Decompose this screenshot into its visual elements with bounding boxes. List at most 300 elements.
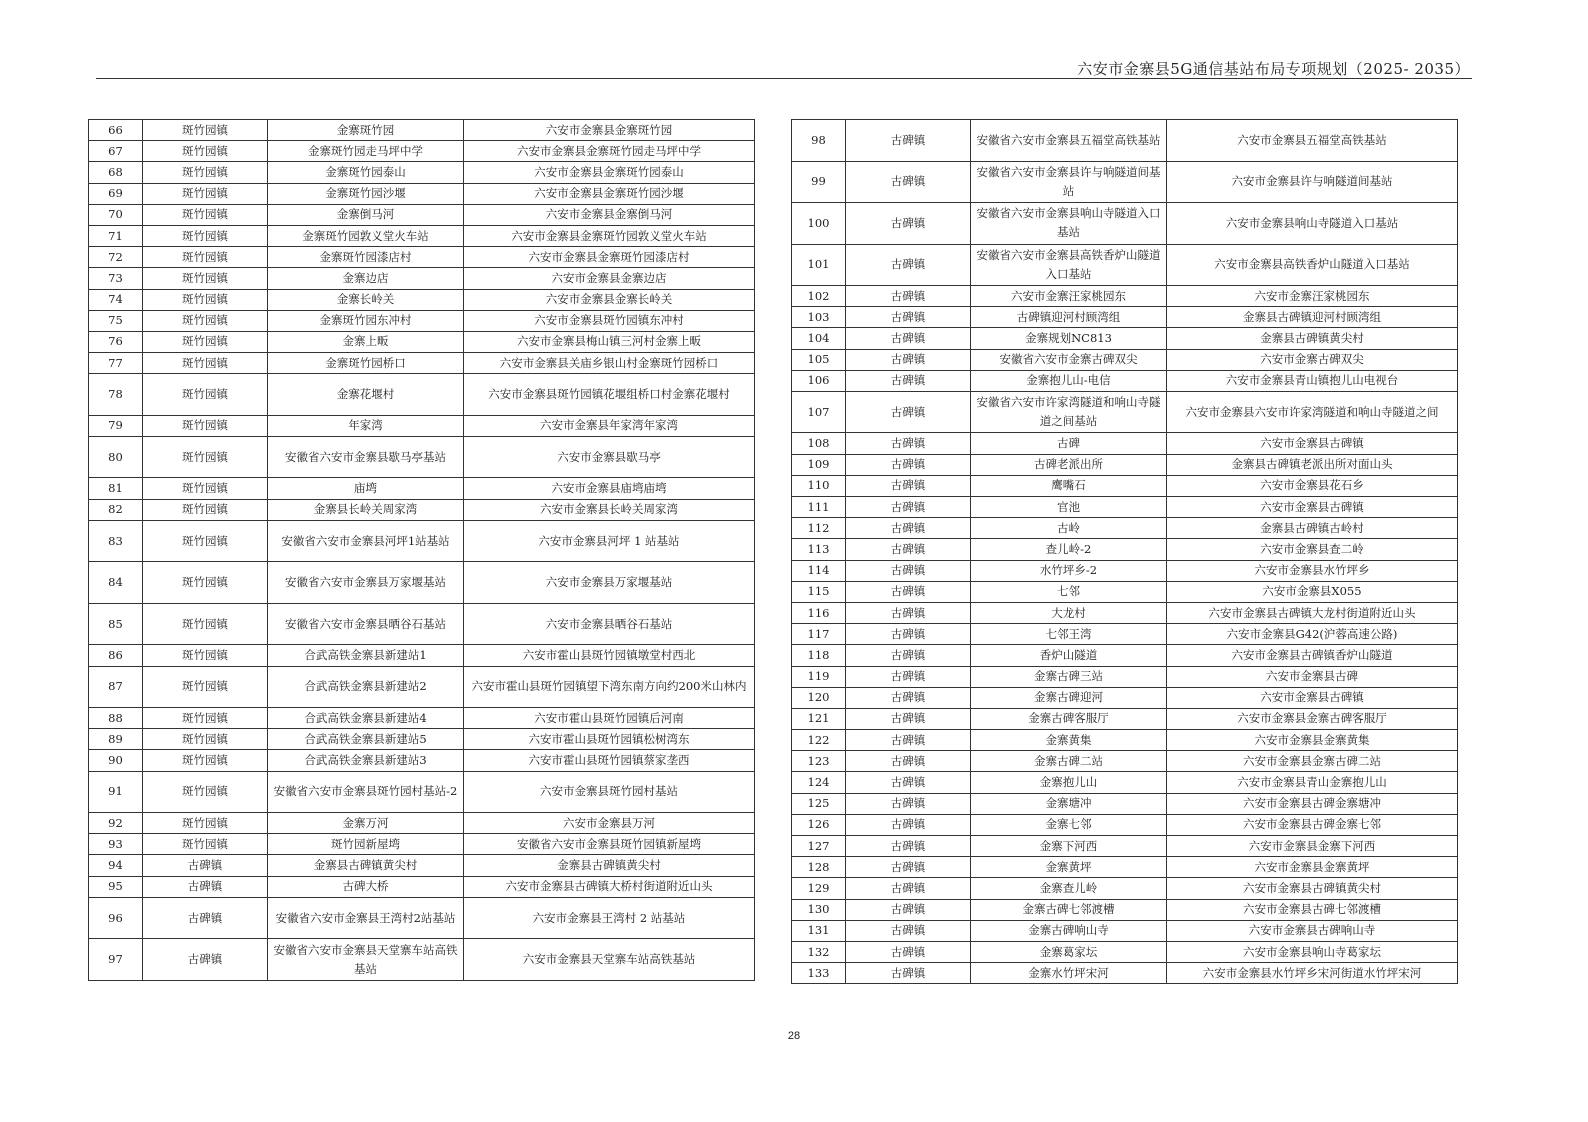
seq-cell: 127 — [792, 836, 846, 857]
address-cell: 六安市金寨县金寨斑竹园漆店村 — [464, 247, 755, 268]
station-name-cell: 安徽省六安市金寨县天堂寨车站高铁基站 — [268, 939, 464, 981]
station-name-cell: 金寨抱儿山-电信 — [971, 370, 1167, 391]
address-cell: 六安市金寨县晒谷石基站 — [464, 603, 755, 645]
station-name-cell: 年家湾 — [268, 415, 464, 436]
town-cell: 古碑镇 — [846, 560, 971, 581]
address-cell: 六安市金寨县古碑七邻渡槽 — [1167, 899, 1458, 920]
town-cell: 斑竹园镇 — [143, 562, 268, 604]
table-row — [792, 475, 1458, 496]
table-row — [89, 268, 755, 289]
station-name-cell: 金寨水竹坪宋河 — [971, 963, 1167, 984]
table-row — [792, 878, 1458, 899]
station-name-cell: 七邻王湾 — [971, 624, 1167, 645]
station-name-cell: 香炉山隧道 — [971, 645, 1167, 666]
table-row — [792, 645, 1458, 666]
table-row — [89, 876, 755, 897]
seq-cell: 107 — [792, 391, 846, 433]
table-row — [792, 751, 1458, 772]
town-cell: 斑竹园镇 — [143, 729, 268, 750]
station-name-cell: 大龙村 — [971, 602, 1167, 623]
seq-cell: 131 — [792, 920, 846, 941]
address-cell: 六安市金寨县长岭关周家湾 — [464, 499, 755, 520]
table-row — [792, 307, 1458, 328]
town-cell: 古碑镇 — [846, 624, 971, 645]
right-station-table — [791, 119, 1458, 984]
town-cell: 古碑镇 — [846, 920, 971, 941]
station-name-cell: 鹰嘴石 — [971, 475, 1167, 496]
town-cell: 斑竹园镇 — [143, 289, 268, 310]
seq-cell: 101 — [792, 244, 846, 286]
table-row — [792, 899, 1458, 920]
town-cell: 古碑镇 — [846, 751, 971, 772]
station-name-cell: 七邻 — [971, 581, 1167, 602]
address-cell: 六安市金寨县青山金寨抱儿山 — [1167, 772, 1458, 793]
table-row — [89, 813, 755, 834]
town-cell: 斑竹园镇 — [143, 436, 268, 478]
seq-cell: 89 — [89, 729, 143, 750]
town-cell: 斑竹园镇 — [143, 162, 268, 183]
town-cell: 斑竹园镇 — [143, 183, 268, 204]
left-table-body — [89, 120, 755, 981]
town-cell: 斑竹园镇 — [143, 666, 268, 708]
address-cell: 六安市金寨县古碑镇大桥村街道附近山头 — [464, 876, 755, 897]
seq-cell: 129 — [792, 878, 846, 899]
address-cell: 六安市金寨县六安市许家湾隧道和响山寺隧道之间 — [1167, 391, 1458, 433]
station-name-cell: 金寨古碑响山寺 — [971, 920, 1167, 941]
town-cell: 古碑镇 — [846, 963, 971, 984]
station-name-cell: 合武高铁金寨县新建站5 — [268, 729, 464, 750]
table-row — [792, 518, 1458, 539]
table-row — [792, 963, 1458, 984]
station-name-cell: 安徽省六安市金寨县王湾村2站基站 — [268, 897, 464, 939]
town-cell: 斑竹园镇 — [143, 645, 268, 666]
seq-cell: 103 — [792, 307, 846, 328]
seq-cell: 102 — [792, 286, 846, 307]
seq-cell: 111 — [792, 497, 846, 518]
station-name-cell: 金寨古碑三站 — [971, 666, 1167, 687]
address-cell: 六安市金寨县查二岭 — [1167, 539, 1458, 560]
table-row — [792, 687, 1458, 708]
town-cell: 古碑镇 — [846, 941, 971, 962]
table-row — [792, 624, 1458, 645]
town-cell: 古碑镇 — [143, 876, 268, 897]
seq-cell: 112 — [792, 518, 846, 539]
station-name-cell: 安徽省六安市许家湾隧道和响山寺隧道之间基站 — [971, 391, 1167, 433]
town-cell: 古碑镇 — [846, 475, 971, 496]
table-row — [89, 562, 755, 604]
station-name-cell: 金寨斑竹园桥口 — [268, 353, 464, 374]
address-cell: 六安市金寨县金寨斑竹园走马坪中学 — [464, 141, 755, 162]
table-row — [792, 161, 1458, 203]
station-name-cell: 古碑镇迎河村顾湾组 — [971, 307, 1167, 328]
seq-cell: 72 — [89, 247, 143, 268]
seq-cell: 67 — [89, 141, 143, 162]
table-row — [89, 478, 755, 499]
station-name-cell: 金寨查儿岭 — [971, 878, 1167, 899]
seq-cell: 113 — [792, 539, 846, 560]
seq-cell: 109 — [792, 454, 846, 475]
town-cell: 斑竹园镇 — [143, 331, 268, 352]
town-cell: 古碑镇 — [846, 161, 971, 203]
town-cell: 古碑镇 — [846, 772, 971, 793]
address-cell: 六安市金寨县G42(沪蓉高速公路) — [1167, 624, 1458, 645]
station-name-cell: 安徽省六安市金寨县许与响隧道间基站 — [971, 161, 1167, 203]
town-cell: 古碑镇 — [846, 666, 971, 687]
seq-cell: 87 — [89, 666, 143, 708]
town-cell: 古碑镇 — [846, 307, 971, 328]
address-cell: 六安市金寨县天堂寨车站高铁基站 — [464, 939, 755, 981]
table-row — [792, 286, 1458, 307]
town-cell: 斑竹园镇 — [143, 834, 268, 855]
town-cell: 斑竹园镇 — [143, 520, 268, 562]
table-row — [89, 855, 755, 876]
seq-cell: 76 — [89, 331, 143, 352]
station-name-cell: 金寨上畈 — [268, 331, 464, 352]
address-cell: 六安市金寨县斑竹园村基站 — [464, 771, 755, 813]
address-cell: 六安市金寨县古碑镇大龙村街道附近山头 — [1167, 602, 1458, 623]
seq-cell: 93 — [89, 834, 143, 855]
address-cell: 六安市金寨县金寨斑竹园泰山 — [464, 162, 755, 183]
address-cell: 六安市金寨县金寨古碑客服厅 — [1167, 708, 1458, 729]
station-name-cell: 金寨黄坪 — [971, 857, 1167, 878]
town-cell: 古碑镇 — [846, 349, 971, 370]
table-row — [792, 120, 1458, 162]
table-row — [792, 602, 1458, 623]
address-cell: 六安市金寨县金寨黄坪 — [1167, 857, 1458, 878]
town-cell: 斑竹园镇 — [143, 247, 268, 268]
table-row — [89, 520, 755, 562]
town-cell: 古碑镇 — [846, 814, 971, 835]
seq-cell: 130 — [792, 899, 846, 920]
table-row — [89, 834, 755, 855]
seq-cell: 75 — [89, 310, 143, 331]
table-row — [792, 203, 1458, 245]
page-number: 28 — [787, 1030, 801, 1042]
table-row — [792, 920, 1458, 941]
address-cell: 六安市金寨县关庙乡银山村金寨斑竹园桥口 — [464, 353, 755, 374]
station-name-cell: 金寨规划NC813 — [971, 328, 1167, 349]
table-row — [792, 497, 1458, 518]
town-cell: 古碑镇 — [846, 391, 971, 433]
town-cell: 古碑镇 — [846, 120, 971, 162]
station-name-cell: 安徽省六安市金寨古碑双尖 — [971, 349, 1167, 370]
town-cell: 古碑镇 — [143, 939, 268, 981]
table-row — [89, 310, 755, 331]
table-row — [792, 836, 1458, 857]
town-cell: 古碑镇 — [846, 328, 971, 349]
table-row — [89, 729, 755, 750]
address-cell: 六安市金寨县古碑镇香炉山隧道 — [1167, 645, 1458, 666]
address-cell: 六安市金寨县水竹坪乡宋河街道水竹坪宋河 — [1167, 963, 1458, 984]
address-cell: 六安市金寨县古碑 — [1167, 666, 1458, 687]
table-row — [792, 391, 1458, 433]
address-cell: 六安市金寨县古碑金寨七邻 — [1167, 814, 1458, 835]
table-row — [792, 328, 1458, 349]
address-cell: 六安市金寨县斑竹园镇花堰组桥口村金寨花堰村 — [464, 374, 755, 416]
address-cell: 六安市霍山县斑竹园镇后河南 — [464, 708, 755, 729]
seq-cell: 98 — [792, 120, 846, 162]
station-name-cell: 金寨斑竹园漆店村 — [268, 247, 464, 268]
seq-cell: 104 — [792, 328, 846, 349]
station-name-cell: 金寨古碑迎河 — [971, 687, 1167, 708]
address-cell: 六安市金寨县万河 — [464, 813, 755, 834]
seq-cell: 105 — [792, 349, 846, 370]
address-cell: 六安市金寨县响山寺隧道入口基站 — [1167, 203, 1458, 245]
seq-cell: 71 — [89, 225, 143, 246]
seq-cell: 110 — [792, 475, 846, 496]
table-row — [792, 581, 1458, 602]
table-row — [89, 708, 755, 729]
address-cell: 六安市金寨县金寨斑竹园 — [464, 120, 755, 141]
station-name-cell: 金寨七邻 — [971, 814, 1167, 835]
address-cell: 六安市金寨县金寨下河西 — [1167, 836, 1458, 857]
table-row — [89, 120, 755, 141]
town-cell: 斑竹园镇 — [143, 268, 268, 289]
station-name-cell: 安徽省六安市金寨县晒谷石基站 — [268, 603, 464, 645]
address-cell: 六安市金寨县古碑镇 — [1167, 433, 1458, 454]
header-rule — [96, 78, 1472, 79]
town-cell: 古碑镇 — [143, 855, 268, 876]
address-cell: 六安市霍山县斑竹园镇望下湾东南方向约200米山林内 — [464, 666, 755, 708]
seq-cell: 68 — [89, 162, 143, 183]
address-cell: 六安市金寨县万家堰基站 — [464, 562, 755, 604]
station-name-cell: 金寨古碑七邻渡槽 — [971, 899, 1167, 920]
address-cell: 六安市金寨县古碑镇 — [1167, 687, 1458, 708]
station-name-cell: 金寨斑竹园泰山 — [268, 162, 464, 183]
seq-cell: 133 — [792, 963, 846, 984]
seq-cell: 69 — [89, 183, 143, 204]
address-cell: 金寨县古碑镇古岭村 — [1167, 518, 1458, 539]
station-name-cell: 古碑老派出所 — [971, 454, 1167, 475]
address-cell: 六安市金寨县高铁香炉山隧道入口基站 — [1167, 244, 1458, 286]
town-cell: 古碑镇 — [846, 370, 971, 391]
right-table-body — [792, 120, 1458, 984]
seq-cell: 97 — [89, 939, 143, 981]
table-row — [89, 750, 755, 771]
seq-cell: 84 — [89, 562, 143, 604]
seq-cell: 118 — [792, 645, 846, 666]
address-cell: 六安市金寨县五福堂高铁基站 — [1167, 120, 1458, 162]
station-name-cell: 金寨长岭关 — [268, 289, 464, 310]
table-row — [89, 771, 755, 813]
table-row — [792, 730, 1458, 751]
town-cell: 古碑镇 — [846, 687, 971, 708]
station-name-cell: 六安市金寨汪家桃园东 — [971, 286, 1167, 307]
table-row — [89, 436, 755, 478]
town-cell: 古碑镇 — [846, 518, 971, 539]
table-row — [792, 666, 1458, 687]
seq-cell: 106 — [792, 370, 846, 391]
address-cell: 六安市金寨县古碑镇黄尖村 — [1167, 878, 1458, 899]
town-cell: 斑竹园镇 — [143, 225, 268, 246]
station-name-cell: 金寨斑竹园东冲村 — [268, 310, 464, 331]
station-name-cell: 安徽省六安市金寨县响山寺隧道入口基站 — [971, 203, 1167, 245]
seq-cell: 99 — [792, 161, 846, 203]
address-cell: 六安市金寨县水竹坪乡 — [1167, 560, 1458, 581]
station-name-cell: 金寨县长岭关周家湾 — [268, 499, 464, 520]
address-cell: 六安市金寨县歇马亭 — [464, 436, 755, 478]
seq-cell: 77 — [89, 353, 143, 374]
seq-cell: 123 — [792, 751, 846, 772]
town-cell: 斑竹园镇 — [143, 478, 268, 499]
address-cell: 六安市金寨县古碑金寨塘冲 — [1167, 793, 1458, 814]
address-cell: 六安市金寨汪家桃园东 — [1167, 286, 1458, 307]
table-row — [792, 349, 1458, 370]
seq-cell: 79 — [89, 415, 143, 436]
address-cell: 金寨县古碑镇黄尖村 — [1167, 328, 1458, 349]
seq-cell: 70 — [89, 204, 143, 225]
station-name-cell: 古碑 — [971, 433, 1167, 454]
station-name-cell: 金寨边店 — [268, 268, 464, 289]
seq-cell: 78 — [89, 374, 143, 416]
seq-cell: 120 — [792, 687, 846, 708]
table-row — [89, 183, 755, 204]
seq-cell: 73 — [89, 268, 143, 289]
town-cell: 古碑镇 — [846, 286, 971, 307]
town-cell: 斑竹园镇 — [143, 708, 268, 729]
seq-cell: 132 — [792, 941, 846, 962]
town-cell: 古碑镇 — [846, 793, 971, 814]
table-row — [89, 289, 755, 310]
table-row — [89, 603, 755, 645]
town-cell: 斑竹园镇 — [143, 771, 268, 813]
town-cell: 古碑镇 — [846, 730, 971, 751]
address-cell: 六安市霍山县斑竹园镇松树湾东 — [464, 729, 755, 750]
address-cell: 六安市金寨县古碑响山寺 — [1167, 920, 1458, 941]
address-cell: 六安市金寨古碑双尖 — [1167, 349, 1458, 370]
table-row — [89, 897, 755, 939]
town-cell: 斑竹园镇 — [143, 499, 268, 520]
address-cell: 六安市霍山县斑竹园镇蔡家垄西 — [464, 750, 755, 771]
table-row — [792, 370, 1458, 391]
address-cell: 安徽省六安市金寨县斑竹园镇新屋塆 — [464, 834, 755, 855]
address-cell: 六安市金寨县古碑镇 — [1167, 497, 1458, 518]
station-name-cell: 合武高铁金寨县新建站4 — [268, 708, 464, 729]
seq-cell: 81 — [89, 478, 143, 499]
table-row — [89, 247, 755, 268]
station-name-cell: 合武高铁金寨县新建站3 — [268, 750, 464, 771]
seq-cell: 122 — [792, 730, 846, 751]
town-cell: 古碑镇 — [846, 878, 971, 899]
seq-cell: 80 — [89, 436, 143, 478]
address-cell: 六安市金寨县青山镇抱儿山电视台 — [1167, 370, 1458, 391]
town-cell: 斑竹园镇 — [143, 813, 268, 834]
address-cell: 六安市金寨县许与响隧道间基站 — [1167, 161, 1458, 203]
station-name-cell: 金寨斑竹园 — [268, 120, 464, 141]
address-cell: 六安市金寨县金寨边店 — [464, 268, 755, 289]
address-cell: 六安市金寨县花石乡 — [1167, 475, 1458, 496]
address-cell: 六安市金寨县响山寺葛家坛 — [1167, 941, 1458, 962]
table-row — [89, 162, 755, 183]
table-row — [89, 374, 755, 416]
table-row — [792, 814, 1458, 835]
table-row — [792, 857, 1458, 878]
table-row — [89, 141, 755, 162]
table-row — [792, 772, 1458, 793]
seq-cell: 83 — [89, 520, 143, 562]
seq-cell: 128 — [792, 857, 846, 878]
address-cell: 六安市金寨县X055 — [1167, 581, 1458, 602]
station-name-cell: 古碑大桥 — [268, 876, 464, 897]
town-cell: 古碑镇 — [846, 497, 971, 518]
station-name-cell: 官池 — [971, 497, 1167, 518]
seq-cell: 95 — [89, 876, 143, 897]
station-name-cell: 金寨花堰村 — [268, 374, 464, 416]
station-name-cell: 金寨县古碑镇黄尖村 — [268, 855, 464, 876]
address-cell: 六安市金寨县庙塆庙塆 — [464, 478, 755, 499]
address-cell: 六安市金寨县金寨倒马河 — [464, 204, 755, 225]
address-cell: 六安市霍山县斑竹园镇墩堂村西北 — [464, 645, 755, 666]
table-row — [792, 560, 1458, 581]
table-row — [792, 793, 1458, 814]
header-title: 六安市金寨县5G通信基站布局专项规划（2025- 2035） — [1077, 60, 1470, 78]
station-name-cell: 金寨下河西 — [971, 836, 1167, 857]
table-row — [89, 204, 755, 225]
seq-cell: 92 — [89, 813, 143, 834]
seq-cell: 121 — [792, 708, 846, 729]
station-name-cell: 安徽省六安市金寨县万家堰基站 — [268, 562, 464, 604]
table-row — [792, 454, 1458, 475]
station-name-cell: 金寨古碑二站 — [971, 751, 1167, 772]
seq-cell: 124 — [792, 772, 846, 793]
address-cell: 六安市金寨县金寨古碑二站 — [1167, 751, 1458, 772]
station-name-cell: 金寨塘冲 — [971, 793, 1167, 814]
station-name-cell: 金寨斑竹园走马坪中学 — [268, 141, 464, 162]
table-row — [792, 433, 1458, 454]
seq-cell: 117 — [792, 624, 846, 645]
address-cell: 六安市金寨县金寨长岭关 — [464, 289, 755, 310]
town-cell: 古碑镇 — [846, 836, 971, 857]
seq-cell: 126 — [792, 814, 846, 835]
seq-cell: 100 — [792, 203, 846, 245]
table-row — [792, 539, 1458, 560]
address-cell: 六安市金寨县金寨黄集 — [1167, 730, 1458, 751]
station-name-cell: 合武高铁金寨县新建站1 — [268, 645, 464, 666]
table-row — [89, 415, 755, 436]
seq-cell: 86 — [89, 645, 143, 666]
seq-cell: 108 — [792, 433, 846, 454]
address-cell: 六安市金寨县河坪 1 站基站 — [464, 520, 755, 562]
town-cell: 斑竹园镇 — [143, 120, 268, 141]
station-name-cell: 金寨斑竹园沙堰 — [268, 183, 464, 204]
town-cell: 古碑镇 — [846, 645, 971, 666]
address-cell: 六安市金寨县斑竹园镇东冲村 — [464, 310, 755, 331]
address-cell: 金寨县古碑镇老派出所对面山头 — [1167, 454, 1458, 475]
address-cell: 六安市金寨县王湾村 2 站基站 — [464, 897, 755, 939]
station-name-cell: 合武高铁金寨县新建站2 — [268, 666, 464, 708]
seq-cell: 114 — [792, 560, 846, 581]
station-name-cell: 古岭 — [971, 518, 1167, 539]
town-cell: 古碑镇 — [846, 433, 971, 454]
town-cell: 古碑镇 — [846, 708, 971, 729]
table-row — [89, 499, 755, 520]
table-row — [89, 225, 755, 246]
seq-cell: 115 — [792, 581, 846, 602]
station-name-cell: 金寨古碑客服厅 — [971, 708, 1167, 729]
town-cell: 古碑镇 — [846, 899, 971, 920]
town-cell: 斑竹园镇 — [143, 750, 268, 771]
station-name-cell: 水竹坪乡-2 — [971, 560, 1167, 581]
seq-cell: 88 — [89, 708, 143, 729]
town-cell: 古碑镇 — [846, 244, 971, 286]
seq-cell: 96 — [89, 897, 143, 939]
station-name-cell: 金寨黄集 — [971, 730, 1167, 751]
station-name-cell: 金寨万河 — [268, 813, 464, 834]
left-station-table — [88, 119, 755, 981]
town-cell: 古碑镇 — [846, 539, 971, 560]
seq-cell: 119 — [792, 666, 846, 687]
town-cell: 古碑镇 — [846, 602, 971, 623]
